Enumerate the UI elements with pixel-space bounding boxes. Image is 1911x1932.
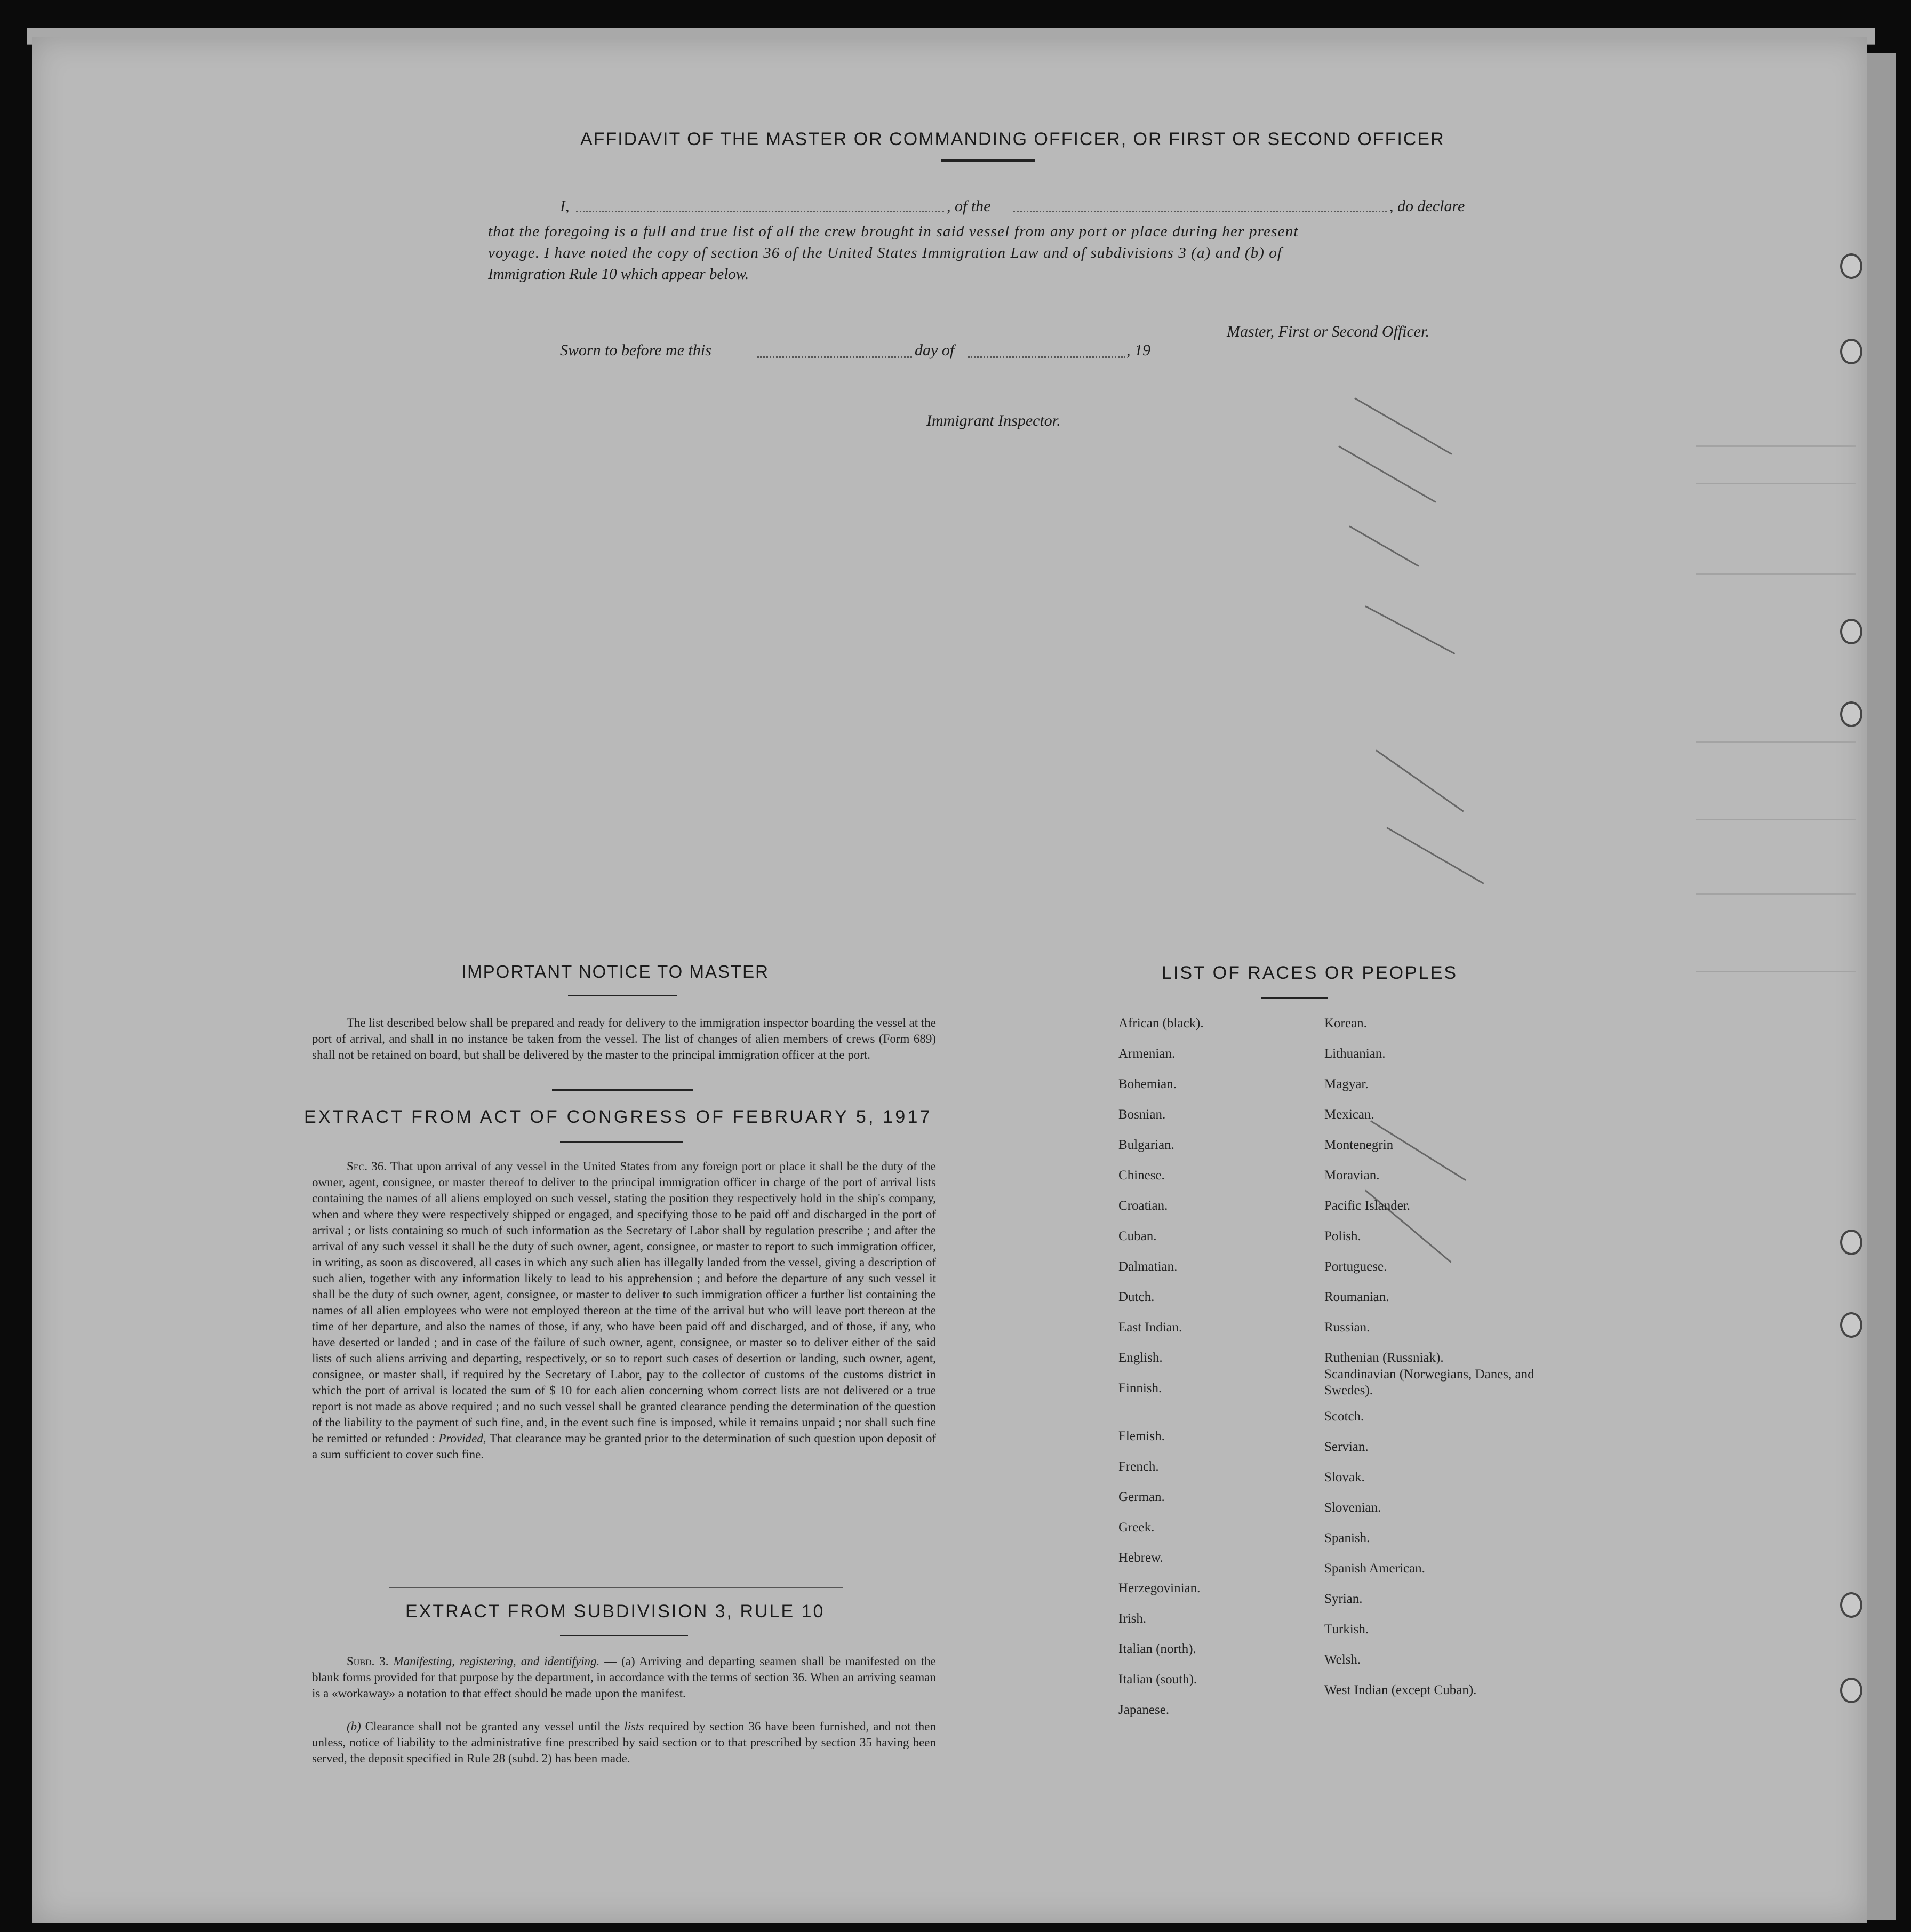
race-item: Finnish. xyxy=(1118,1381,1162,1395)
affidavit-text-line: Immigration Rule 10 which appear below. xyxy=(488,266,749,283)
race-item: Herzegovinian. xyxy=(1118,1581,1201,1595)
subd-a-text: — (a) Arriving and departing seamen shall be manifested on the blank forms provided for that purpose by the department, in accordance with the terms of section 36. When an arriving seaman is a «workaway» a notation to that effect should be made upon the manifest. xyxy=(312,1655,937,1700)
race-item: Croatian. xyxy=(1118,1199,1168,1213)
race-item: Bosnian. xyxy=(1118,1107,1166,1122)
sec-body: That upon arrival of any vessel in the United States from any foreign port or place it shall be the duty of the owner, agent, consignee, or master thereof to deliver to the principal immigration officer in charge of the port of arrival lists containing the names of all aliens employed on such vessel, stating the position they respectively hold in the ship's company, when and where they were respectively shipped or engaged, and specifying those to be paid off and discharged in the port of arrival ; or lists containing so much of such information as the Secretary of Labor shall by regulation prescribe ; and after the arrival of any such vessel it shall be the duty of such owner, agent, consignee, or master to report to such immigration officer, in writing, as soon as discovered, all cases in which any such alien has illegally landed from the vessel, giving a description of such alien, together with any information likely to lead to his apprehension ; and before the departure of any such vessel it shall be the duty of such owner, agent, consignee, or master to deliver to such immigration officer a further list containing the names of all alien employees who were not employed thereon at the time of the arrival but who will leave port thereon at the time of her departure, and also the names of those, if any, who have been paid off and discharged, and of those, if any, who have deserted or landed ; and in case of the failure of such owner, agent, consignee, or master so to deliver either of the said lists of such aliens arriving and departing, respectively, or so to report such cases of desertion or landing, such owner, agent, consignee, or master shall, if required by the Secretary of Labor, pay to the collector of customs of the customs district in which the port of arrival is located the sum of $ 10 for each alien concerning whom correct lists are not delivered or a true report is not made as above required ; and no such vessel shall be granted clearance pending the determination of the question of the liability to the payment of such fine, and, in the event such fine is imposed, while it remains unpaid ; nor shall such fine be remitted or refunded : xyxy=(312,1160,936,1445)
race-item: Cuban. xyxy=(1118,1229,1157,1243)
race-item: Japanese. xyxy=(1118,1703,1170,1717)
section-divider xyxy=(552,1089,693,1091)
race-item: French. xyxy=(1118,1459,1159,1474)
race-item: Russian. xyxy=(1324,1320,1370,1335)
race-item: Moravian. xyxy=(1324,1168,1380,1183)
sworn-label: Sworn to before me this xyxy=(560,341,711,359)
sec-end: That clearance may be granted prior to the determination of such question upon deposit of a sum sufficient to cover such fine. xyxy=(312,1432,936,1461)
race-item: German. xyxy=(1118,1490,1165,1504)
subd-b-label: (b) xyxy=(347,1720,361,1733)
race-item: Syrian. xyxy=(1324,1592,1363,1606)
race-item: East Indian. xyxy=(1118,1320,1182,1335)
day-blank[interactable] xyxy=(757,356,912,358)
act-extract-text xyxy=(312,1159,936,1463)
race-item: Turkish. xyxy=(1324,1622,1369,1636)
notice-underline xyxy=(568,995,677,996)
race-item: Korean. xyxy=(1324,1016,1367,1031)
year-label: , 19 xyxy=(1126,341,1150,359)
document-page xyxy=(32,37,1867,1923)
race-item: Scandinavian (Norwegians, Danes, and Swedes). xyxy=(1324,1367,1534,1398)
race-item: Irish. xyxy=(1118,1611,1147,1626)
race-item: Flemish. xyxy=(1118,1429,1165,1443)
races-title: LIST OF RACES OR PEOPLES xyxy=(1162,963,1458,983)
race-item: Scotch. xyxy=(1324,1409,1364,1424)
race-item: Armenian. xyxy=(1118,1047,1176,1061)
race-item: English. xyxy=(1118,1351,1163,1365)
master-signature-label: Master, First or Second Officer. xyxy=(1227,323,1429,340)
race-item: Dutch. xyxy=(1118,1290,1155,1304)
race-item: African (black). xyxy=(1118,1016,1204,1031)
bleed-through-line xyxy=(1696,445,1856,447)
affidavit-title: AFFIDAVIT OF THE MASTER OR COMMANDING OFFICER, OR FIRST OR SECOND OFFICER xyxy=(580,129,1445,149)
race-item: Roumanian. xyxy=(1324,1290,1389,1304)
races-column-1 xyxy=(1118,1016,1204,1733)
binder-hole xyxy=(1840,1230,1862,1255)
subd-heading: Manifesting, registering, and identifying. xyxy=(393,1655,600,1668)
race-item: Servian. xyxy=(1324,1440,1369,1454)
act-title-underline xyxy=(560,1141,683,1143)
race-item: Ruthenian (Russniak). xyxy=(1324,1351,1444,1365)
race-item: Lithuanian. xyxy=(1324,1047,1386,1061)
title-underline xyxy=(941,159,1035,162)
race-item: Spanish. xyxy=(1324,1531,1370,1545)
subd-label: Subd. 3. xyxy=(347,1655,389,1668)
binder-hole xyxy=(1840,1312,1862,1338)
notice-title: IMPORTANT NOTICE TO MASTER xyxy=(461,962,770,981)
rule-subd-b xyxy=(312,1719,936,1767)
races-column-2 xyxy=(1324,1016,1554,1713)
rule-title-underline xyxy=(560,1635,688,1636)
bleed-through-line xyxy=(1696,971,1856,972)
race-item: Portuguese. xyxy=(1324,1259,1387,1274)
race-item: Hebrew. xyxy=(1118,1551,1163,1565)
binder-hole xyxy=(1840,339,1862,364)
races-underline xyxy=(1261,997,1328,999)
rule-subd-a xyxy=(312,1654,936,1702)
name-blank[interactable] xyxy=(576,211,944,212)
vessel-blank[interactable] xyxy=(1013,211,1387,212)
day-of-label: day of xyxy=(915,341,955,359)
race-item: Mexican. xyxy=(1324,1107,1374,1122)
binder-hole xyxy=(1840,1678,1862,1703)
sec-label: Sec. 36. xyxy=(347,1160,387,1173)
bleed-through-line xyxy=(1696,893,1856,895)
subd-b-text1: Clearance shall not be granted any vessel until the xyxy=(365,1720,620,1733)
binding-strip xyxy=(1867,53,1896,1920)
affidavit-i-label: I, xyxy=(560,197,570,215)
act-extract-title: EXTRACT FROM ACT OF CONGRESS OF FEBRUARY 5, 1917 xyxy=(304,1107,932,1127)
race-item: Chinese. xyxy=(1118,1168,1165,1183)
binder-hole xyxy=(1840,1592,1862,1618)
affidavit-of-the: , of the xyxy=(947,197,991,215)
race-item: Polish. xyxy=(1324,1229,1361,1243)
notice-text: The list described below shall be prepared and ready for delivery to the immigration inspector boarding the vessel at the port of arrival, and shall in no instance be taken from the vessel. The list of changes of alien members of crews (Form 689) shall not be retained on board, but shall be delivered by the master to the principal immigration officer at the port. xyxy=(312,1016,936,1061)
race-item: Greek. xyxy=(1118,1520,1155,1535)
race-item: Slovak. xyxy=(1324,1470,1365,1484)
bleed-through-line xyxy=(1696,819,1856,820)
race-item: Welsh. xyxy=(1324,1652,1361,1667)
race-item: Pacific Islander. xyxy=(1324,1199,1411,1213)
race-item: Bulgarian. xyxy=(1118,1138,1174,1152)
binder-hole xyxy=(1840,253,1862,279)
race-item: Magyar. xyxy=(1324,1077,1369,1091)
race-item: Spanish American. xyxy=(1324,1561,1425,1576)
month-blank[interactable] xyxy=(968,356,1125,358)
bleed-through-line xyxy=(1696,483,1856,484)
race-item: Bohemian. xyxy=(1118,1077,1177,1091)
race-item: Slovenian. xyxy=(1324,1500,1381,1515)
bleed-through-line xyxy=(1696,573,1856,575)
affidavit-text-line: that the foregoing is a full and true list of all the crew brought in said vessel from any port or place during her present xyxy=(488,223,1299,240)
rule-extract-title: EXTRACT FROM SUBDIVISION 3, RULE 10 xyxy=(405,1601,825,1622)
lists-word: lists xyxy=(624,1720,644,1733)
race-item: Dalmatian. xyxy=(1118,1259,1178,1274)
inspector-label: Immigrant Inspector. xyxy=(926,412,1061,429)
binder-hole xyxy=(1840,619,1862,644)
affidavit-do-declare: , do declare xyxy=(1389,197,1465,215)
section-divider xyxy=(389,1587,843,1588)
race-item: Montenegrin xyxy=(1324,1138,1394,1152)
race-item: Italian (north). xyxy=(1118,1642,1196,1656)
race-item: West Indian (except Cuban). xyxy=(1324,1683,1477,1697)
subd-b-text2: required by section 36 have been furnished, and not then unless, notice of liability to the administrative fine prescribed by said section or to that prescribed by section 35 having been served, the deposit specified in Rule 28 (subd. 2) has been made. xyxy=(312,1720,937,1765)
bleed-through-line xyxy=(1696,741,1856,743)
affidavit-text-line: voyage. I have noted the copy of section 36 of the United States Immigration Law and of subdivisions 3 (a) and (b) of xyxy=(488,244,1283,261)
binder-hole xyxy=(1840,701,1862,727)
race-item: Italian (south). xyxy=(1118,1672,1197,1687)
provided-word: Provided, xyxy=(438,1432,486,1445)
